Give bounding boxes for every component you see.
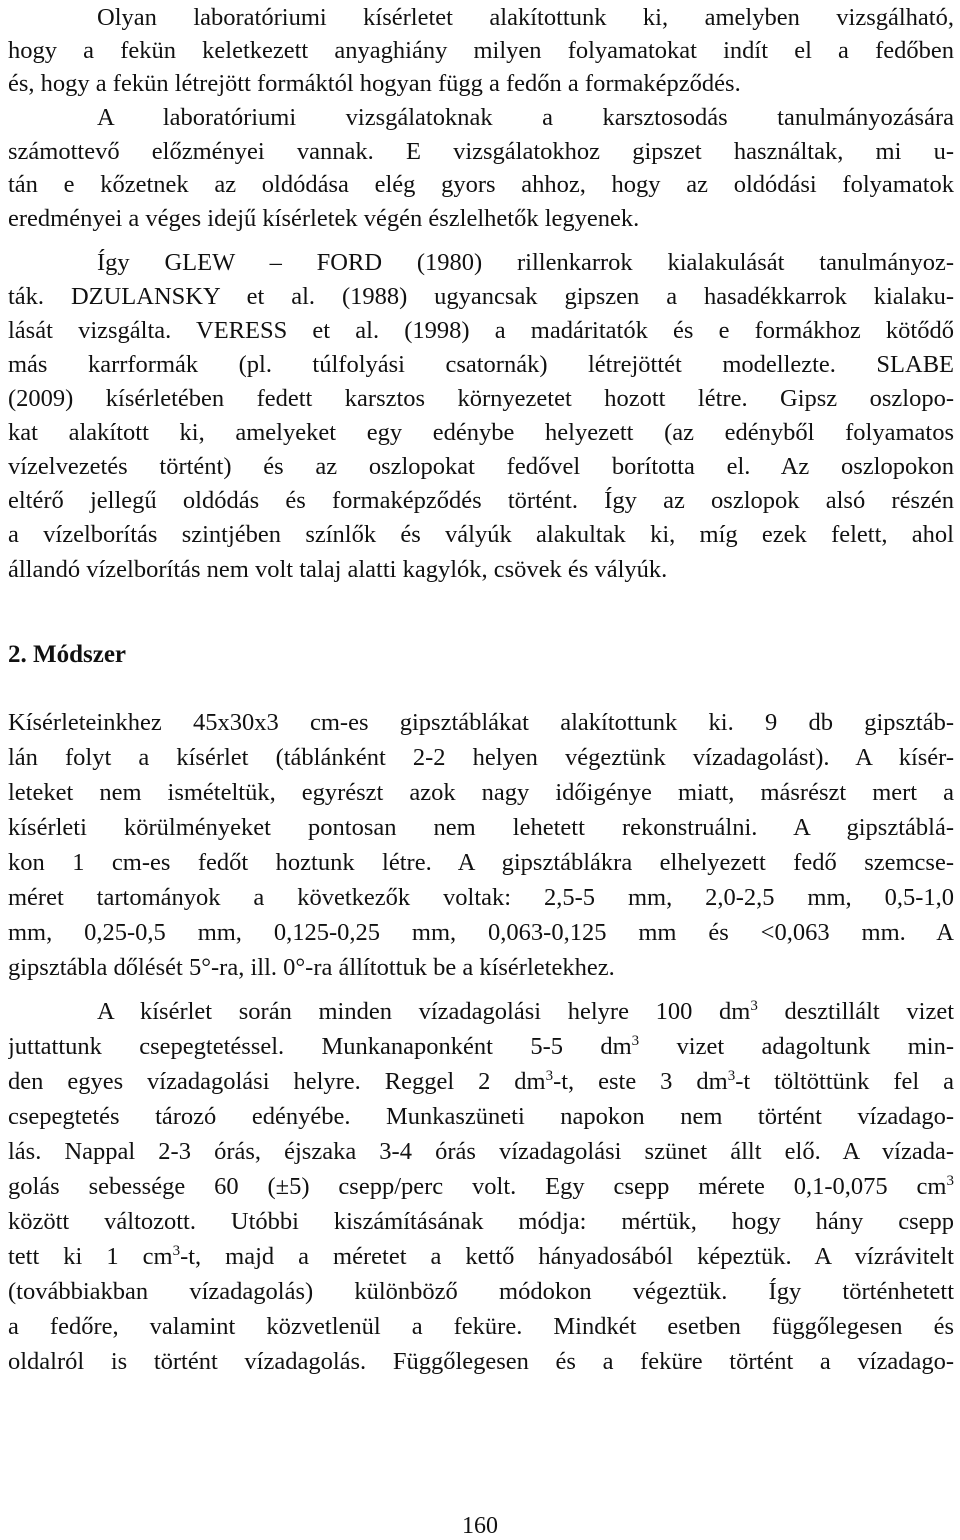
text-line: hogy a fekün keletkezett anyaghiány milyen folyamatokat indít el a fedőben <box>8 37 954 64</box>
text-line: gipsztábla dőlését 5°-ra, ill. 0°-ra állítottuk be a kísérletekhez. <box>8 954 615 981</box>
text-line: a fedőre, valamint közvetlenül a feküre. Mindkét esetben függőlegesen és <box>8 1313 954 1340</box>
text-line: között változott. Utóbbi kiszámításának módja: mértük, hogy hány csepp <box>8 1208 954 1235</box>
text-line: eredményei a véges idejű kísérletek végén észlelhetők legyenek. <box>8 205 640 232</box>
text-line: ták. DZULANSKY et al. (1988) ugyancsak gipszen a hasadékkarrok kialaku- <box>8 283 954 310</box>
text-line: Így GLEW – FORD (1980) rillenkarrok kialakulását tanulmányoz- <box>97 249 954 276</box>
text-line: Kísérleteinkhez 45x30x3 cm-es gipsztáblákat alakítottunk ki. 9 db gipsztáb- <box>8 709 954 736</box>
text-line: A laboratóriumi vizsgálatoknak a karsztosodás tanulmányozására <box>97 104 954 131</box>
text-line: A kísérlet során minden vízadagolási helyre 100 $dm^3$ desztillált vizet <box>97 998 954 1025</box>
text-line: tán e kőzetnek az oldódása elég gyors ahhoz, hogy az oldódási folyamatok <box>8 171 954 198</box>
text-line: vízelvezetés történt) és az oszlopokat fedővel borította el. Az oszlopokon <box>8 453 954 480</box>
text-line: számottevő előzményei vannak. E vizsgálatokhoz gipszet használtak, mi u- <box>8 138 954 165</box>
text-line: méret tartományok a következők voltak: 2,5-5 mm, 2,0-2,5 mm, 0,5-1,0 <box>8 884 954 911</box>
text-line: juttattunk csepegtetéssel. Munkanaponként 5-5 $dm^3$ vizet adagoltunk min- <box>8 1033 954 1060</box>
text-line: lás. Nappal 2-3 órás, éjszaka 3-4 órás vízadagolási szünet állt elő. A vízada- <box>8 1138 954 1165</box>
text-line: kon 1 cm-es fedőt hoztunk létre. A gipsztáblákra elhelyezett fedő szemcse- <box>8 849 954 876</box>
superscript: 3 <box>727 1068 736 1084</box>
text-line: és, hogy a fekün létrejött formáktól hogyan függ a fedőn a formaképződés. <box>8 70 741 97</box>
text-line: lán folyt a kísérlet (táblánként 2-2 helyen végeztünk vízadagolást). A kísér- <box>8 744 954 771</box>
section-heading: 2. Módszer <box>8 641 127 668</box>
text-line: kísérleti körülményeket pontosan nem lehetett rekonstruálni. A gipsztáblá- <box>8 814 954 841</box>
text-line: más karrformák (pl. túlfolyási csatornák) létrejöttét modellezte. SLABE <box>8 351 954 378</box>
superscript: 3 <box>545 1068 554 1084</box>
text-line: eltérő jellegű oldódás és formaképződés történt. Így az oszlopok alsó részén <box>8 487 954 514</box>
page-number: 160 <box>462 1513 498 1539</box>
text-line: csepegtetés tározó edényébe. Munkaszüneti napokon nem történt vízadago- <box>8 1103 954 1130</box>
text-line: leteket nem ismételtük, egyrészt azok nagy időigénye miatt, másrészt mert a <box>8 779 954 806</box>
superscript: 3 <box>750 998 758 1014</box>
text-line: a vízelborítás szintjében színlők és vályúk alakultak ki, míg ezek felett, ahol <box>8 521 954 548</box>
text-line: (2009) kísérletében fedett karsztos környezetet hozott létre. Gipsz oszlopo- <box>8 385 954 412</box>
superscript: 3 <box>946 1173 954 1189</box>
text-line: den egyes vízadagolási helyre. Reggel 2 $dm^3-t$, este 3 $dm^3-t$ töltöttünk fel a <box>8 1068 954 1095</box>
superscript: 3 <box>172 1243 181 1259</box>
superscript: 3 <box>631 1033 640 1049</box>
text-line: oldalról is történt vízadagolás. Függőlegesen és a feküre történt a vízadago- <box>8 1348 954 1375</box>
text-line: állandó vízelborítás nem volt talaj alatti kagylók, csövek és vályúk. <box>8 556 668 583</box>
text-line: mm, 0,25-0,5 mm, 0,125-0,25 mm, 0,063-0,125 mm és <0,063 mm. A <box>8 919 954 946</box>
text-line: golás sebessége 60 (±5) csepp/perc volt. Egy csepp mérete 0,1-0,075 $cm^3$ <box>8 1173 954 1200</box>
text-line: kat alakított ki, amelyeket egy edénybe helyezett (az edényből folyamatos <box>8 419 954 446</box>
text-line: lását vizsgálta. VERESS et al. (1998) a madáritatók és e formákhoz kötődő <box>8 317 954 344</box>
text-line: tett ki 1 $cm^3-t$, majd a méretet a kettő hányadosából képeztük. A vízrávitelt <box>8 1243 954 1270</box>
text-line: (továbbiakban vízadagolás) különböző módokon végeztük. Így történhetett <box>8 1278 954 1305</box>
text-line: Olyan laboratóriumi kísérletet alakítottunk ki, amelyben vizsgálható, <box>97 4 954 31</box>
